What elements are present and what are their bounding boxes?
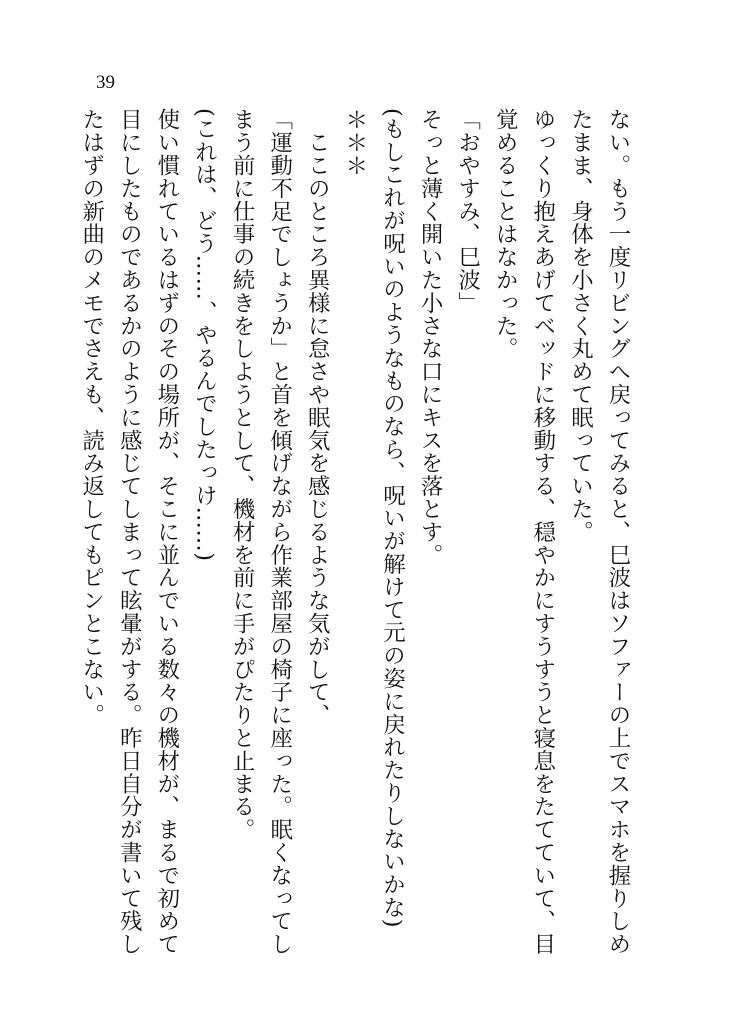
- text-column: まう前に仕事の続きをしようとして、機材を前に手がぴたりと止まる。: [229, 108, 256, 841]
- text-column: 覚めることはなかった。: [492, 108, 519, 360]
- text-column: ない。もう一度リビングへ戻ってみると、巳波はソファーの上でスマホを握りしめ: [605, 108, 631, 956]
- text-column: そっと薄く開いた小さな口にキスを落とす。: [417, 108, 444, 566]
- page-number: 39: [96, 72, 115, 93]
- inner-thought-line: (もしこれが呪いのようなものなら、呪いが解けて元の姿に戻れたりしないかな): [379, 108, 406, 928]
- text-column: たはずの新曲のメモでさえも、読み返してもピンとこない。: [78, 108, 105, 727]
- dialogue-line: 「おやすみ、巳波」: [454, 108, 481, 315]
- text-column: 目にしたものであるかのように感じてしまって眩暈がする。昨日自分が書いて残し: [116, 108, 143, 956]
- text-column: ここのところ異様に怠さや眠気を感じるような気がして、: [304, 108, 331, 727]
- body-text: [72, 108, 636, 956]
- text-column: ゆっくり抱えあげてベッドに移動する、穏やかにすうすうと寝息をたてていて、目: [529, 108, 556, 956]
- text-column: 使い慣れているはずのその場所が、そこに並んでいる数々の機材が、まるで初めて: [153, 108, 180, 956]
- text-column: 「運動不足でしょうか」と首を傾げながら作業部屋の椅子に座った。眠くなってし: [266, 108, 293, 956]
- inner-thought-line: (これは、どう……、やるんでしたっけ……): [191, 108, 218, 562]
- text-column: たまま、身体を小さく丸めて眠っていた。: [567, 108, 594, 544]
- scene-break: ＊＊＊: [341, 108, 368, 177]
